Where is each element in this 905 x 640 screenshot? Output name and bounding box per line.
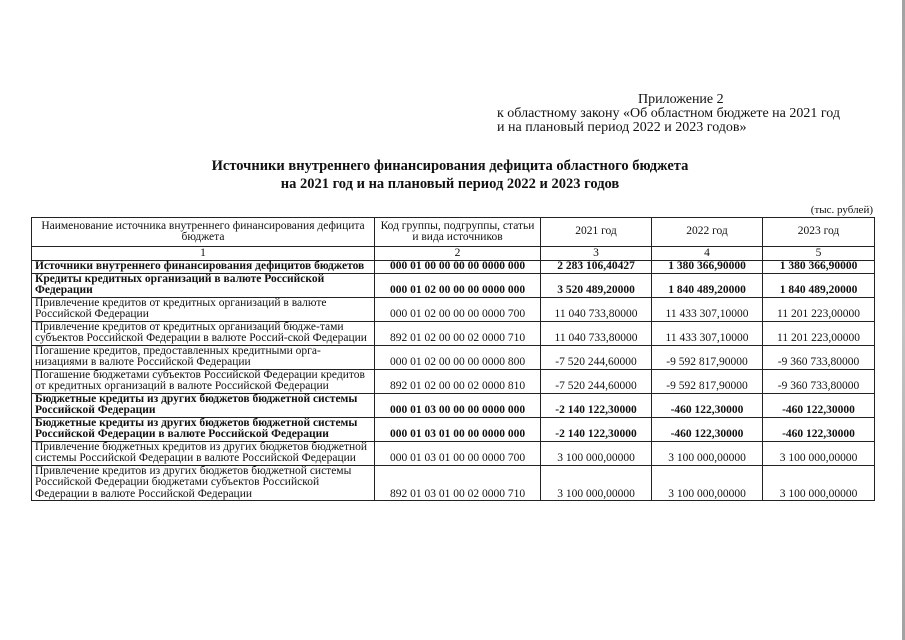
column-number: 4	[652, 247, 763, 261]
header-2022: 2022 год	[652, 218, 763, 247]
appendix-period-line: и на плановый период 2022 и 2023 годов»	[497, 120, 747, 135]
source-code: 000 01 02 00 00 00 0000 000	[375, 273, 541, 297]
column-number: 3	[541, 247, 652, 261]
source-name: Привлечение кредитов от кредитных организаций бюдже-тами субъектов Российской Федерации в валюте Россий-ской Федерации	[32, 321, 375, 345]
source-name: Привлечение кредитов от кредитных организаций в валюте Российской Федерации	[32, 297, 375, 321]
source-code: 000 01 03 01 00 00 0000 000	[375, 417, 541, 441]
column-number: 5	[763, 247, 875, 261]
amount-2023: 3 100 000,00000	[763, 465, 875, 501]
amount-2022: 3 100 000,00000	[652, 465, 763, 501]
source-code: 892 01 02 00 00 02 0000 810	[375, 369, 541, 393]
source-name: Погашение бюджетами субъектов Российской Федерации кредитов от кредитных организаций в валюте Российской Федерации	[32, 369, 375, 393]
table-row	[32, 393, 875, 417]
column-number: 1	[32, 247, 375, 261]
source-code: 892 01 03 01 00 02 0000 710	[375, 465, 541, 501]
amount-2023: 11 201 223,00000	[763, 321, 875, 345]
header-2023: 2023 год	[763, 218, 875, 247]
amount-2023: -460 122,30000	[763, 417, 875, 441]
amount-2021: 2 283 106,40427	[541, 261, 652, 274]
source-code: 000 01 00 00 00 00 0000 000	[375, 261, 541, 274]
amount-2021: -7 520 244,60000	[541, 369, 652, 393]
source-name: Привлечение кредитов из других бюджетов бюджетной системы Российской Федерации бюджетами субъектов Российской Федерации в валюте Российской Федерации	[32, 465, 375, 501]
amount-2022: -9 592 817,90000	[652, 345, 763, 369]
amount-2023: 1 380 366,90000	[763, 261, 875, 274]
amount-2021: -2 140 122,30000	[541, 393, 652, 417]
units-label: (тыс. рублей)	[810, 204, 873, 216]
amount-2023: -460 122,30000	[763, 393, 875, 417]
document-title	[130, 157, 770, 193]
table-row	[32, 261, 875, 274]
source-code: 892 01 02 00 00 02 0000 710	[375, 321, 541, 345]
amount-2021: 11 040 733,80000	[541, 297, 652, 321]
amount-2021: 3 520 489,20000	[541, 273, 652, 297]
table-row	[32, 273, 875, 297]
table-header-row	[32, 218, 875, 247]
appendix-law-line: к областному закону «Об областном бюджете на 2021 год	[497, 106, 840, 121]
amount-2021: -7 520 244,60000	[541, 345, 652, 369]
table-row	[32, 345, 875, 369]
appendix-header	[497, 93, 887, 135]
title-line-2: на 2021 год и на плановый период 2022 и 2023 годов	[280, 176, 620, 192]
amount-2022: 3 100 000,00000	[652, 441, 763, 465]
column-number-row	[32, 247, 875, 261]
table-row	[32, 369, 875, 393]
table-row	[32, 417, 875, 441]
amount-2023: -9 360 733,80000	[763, 345, 875, 369]
table-row	[32, 441, 875, 465]
source-name: Погашение кредитов, предоставленных кредитными орга-низациями в валюте Российской Федерации	[32, 345, 375, 369]
header-source-name: Наименование источника внутреннего финансирования дефицита бюджета	[32, 218, 375, 247]
amount-2023: 3 100 000,00000	[763, 441, 875, 465]
source-name: Кредиты кредитных организаций в валюте Российской Федерации	[32, 273, 375, 297]
amount-2022: -460 122,30000	[652, 417, 763, 441]
title-line-1: Источники внутреннего финансирования дефицита областного бюджета	[211, 158, 689, 174]
source-name: Источники внутреннего финансирования дефицитов бюджетов	[32, 261, 375, 274]
source-code: 000 01 02 00 00 00 0000 700	[375, 297, 541, 321]
source-name: Бюджетные кредиты из других бюджетов бюджетной системы Российской Федерации	[32, 393, 375, 417]
amount-2022: 11 433 307,10000	[652, 297, 763, 321]
amount-2022: 11 433 307,10000	[652, 321, 763, 345]
source-code: 000 01 03 01 00 00 0000 700	[375, 441, 541, 465]
source-name: Привлечение бюджетных кредитов из других бюджетов бюджетной системы Российской Федерации в валюте Российской Федерации	[32, 441, 375, 465]
header-code: Код группы, подгруппы, статьи и вида источников	[375, 218, 541, 247]
amount-2021: 11 040 733,80000	[541, 321, 652, 345]
amount-2022: 1 840 489,20000	[652, 273, 763, 297]
amount-2022: -460 122,30000	[652, 393, 763, 417]
table-row	[32, 321, 875, 345]
table-row	[32, 297, 875, 321]
amount-2021: 3 100 000,00000	[541, 441, 652, 465]
column-number: 2	[375, 247, 541, 261]
appendix-label: Приложение 2	[638, 92, 724, 107]
source-name: Бюджетные кредиты из других бюджетов бюджетной системы Российской Федерации в валюте Российской Федерации	[32, 417, 375, 441]
source-code: 000 01 03 00 00 00 0000 000	[375, 393, 541, 417]
amount-2023: -9 360 733,80000	[763, 369, 875, 393]
amount-2023: 11 201 223,00000	[763, 297, 875, 321]
financing-sources-table	[31, 217, 875, 501]
header-2021: 2021 год	[541, 218, 652, 247]
amount-2021: 3 100 000,00000	[541, 465, 652, 501]
table-row	[32, 465, 875, 501]
amount-2021: -2 140 122,30000	[541, 417, 652, 441]
source-code: 000 01 02 00 00 00 0000 800	[375, 345, 541, 369]
amount-2022: -9 592 817,90000	[652, 369, 763, 393]
amount-2023: 1 840 489,20000	[763, 273, 875, 297]
amount-2022: 1 380 366,90000	[652, 261, 763, 274]
